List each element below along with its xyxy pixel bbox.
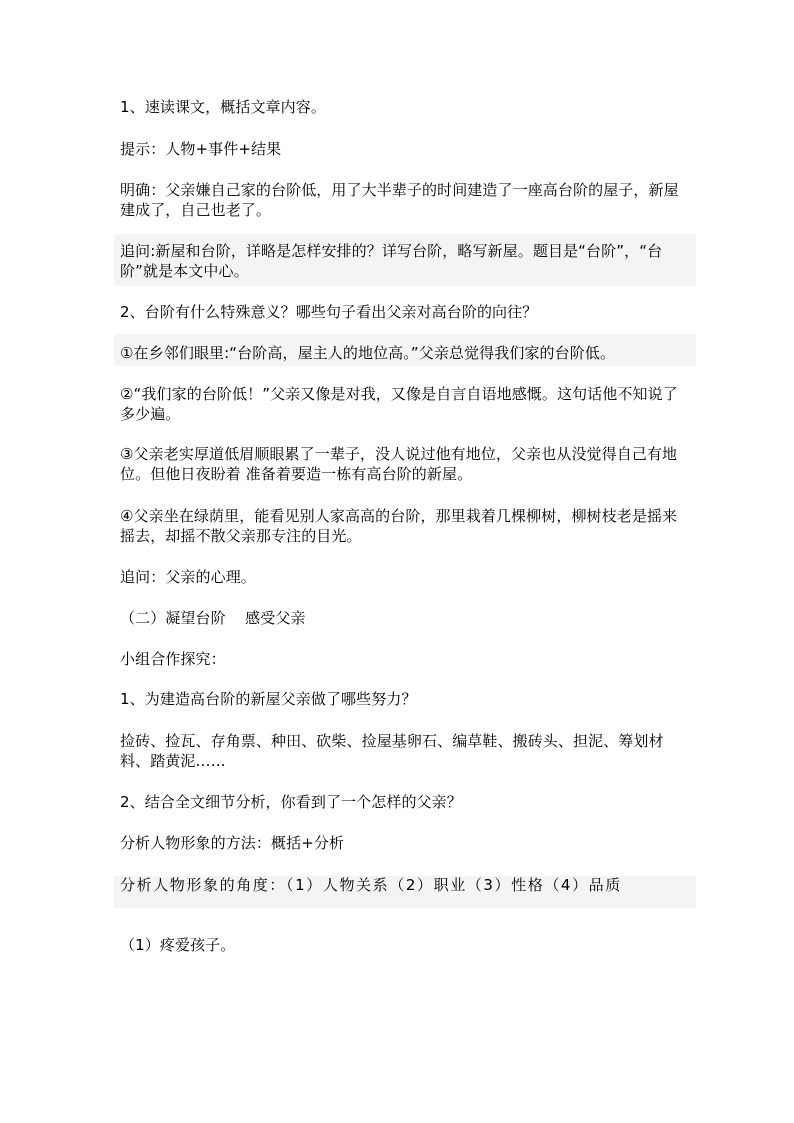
followup-question: 追问:新屋和台阶，详略是怎样安排的？详写台阶，略写新屋。题目是“台阶”，“台阶”就是本文中心。 [120,242,663,280]
followup-psychology: 追问：父亲的心理。 [120,568,256,586]
trait-1: （1）疼爱孩子。 [120,936,236,954]
inquiry-question-1: 1、为建造高台阶的新屋父亲做了哪些努力？ [120,690,417,708]
section-heading: （二）凝望台阶 感受父亲 [120,609,306,627]
quote-4: ④父亲坐在绿荫里，能看见别人家高高的台阶，那里栽着几棵柳树，柳树枝老是摇来摇去，却摇不散父亲那专注的目光。 [120,507,678,545]
quote-2: ②“我们家的台阶低！”父亲又像是对我，又像是自言自语地感慨。这句话他不知说了多少遍。 [120,385,678,423]
answer-paragraph: 明确：父亲嫌自己家的台阶低，用了大半辈子的时间建造了一座高台阶的屋子，新屋建成了，自己也老了。 [120,181,679,219]
efforts-list: 捡砖、捡瓦、存角票、种田、砍柴、捡屋基卵石、编草鞋、搬砖头、担泥、筹划材料、踏黄泥…… [120,732,664,770]
angle-line: 分析人物形象的角度：（1）人物关系（2）职业（3）性格（4）品质 [120,876,622,894]
task-2-heading: 2、台阶有什么特殊意义？哪些句子看出父亲对高台阶的向往？ [120,303,538,321]
group-inquiry-label: 小组合作探究： [120,650,226,668]
inquiry-question-2: 2、结合全文细节分析，你看到了一个怎样的父亲？ [120,793,462,811]
quote-3: ③父亲老实厚道低眉顺眼累了一辈子，没人说过他有地位，父亲也从没觉得自己有地位。但他日夜盼着 准备着要造一栋有高台阶的新屋。 [120,445,678,483]
hint-line: 提示：人物+事件+结果 [120,140,282,158]
method-line: 分析人物形象的方法：概括+分析 [120,834,345,852]
quote-1: ①在乡邻们眼里:“台阶高，屋主人的地位高。”父亲总觉得我们家的台阶低。 [120,344,616,362]
task-1-heading: 1、速读课文，概括文章内容。 [120,98,326,116]
